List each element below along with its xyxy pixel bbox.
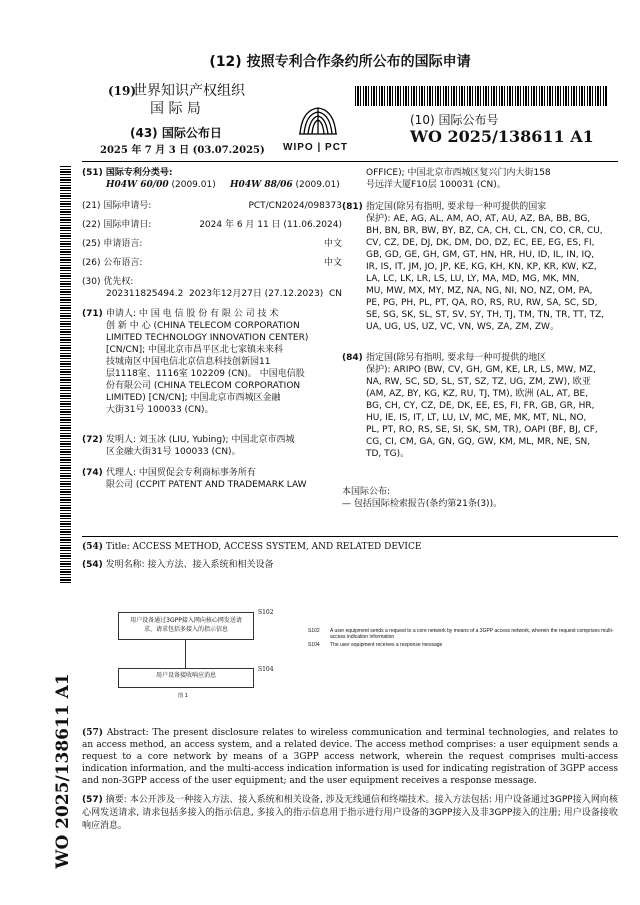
flow-step-box-1	[118, 612, 254, 640]
filing-date-label: (22) 国际申请日:	[82, 220, 152, 230]
application-number: PCT/CN2024/098373	[248, 201, 342, 211]
chinese-abstract-text: 摘要: 本公开涉及一种接入方法、接入系统和相关设备, 涉及无线通信和终端技术。接入方法包括: 用户设备通过3GPP接入网向核心网发送请求, 请求包括多接入的指示信息, 多接入的指示信息用于指示进行用户设备的3GPP接入及非3GPP接入的注册; 用户设备接收响应消息。	[82, 795, 618, 831]
publication-date-label: (43) 国际公布日	[130, 126, 222, 140]
side-publication-number: WO 2025/138611 A1	[53, 673, 73, 869]
side-barcode-icon	[60, 165, 71, 583]
designated-states-81	[342, 201, 618, 333]
biblio-divider	[82, 536, 618, 537]
applicant-number: (71)	[82, 309, 103, 319]
publication-number-label: (10) 国际公布号	[410, 113, 499, 127]
filing-language-row	[82, 238, 342, 250]
flow-step-2-text: 用户设备接收响应消息	[155, 672, 216, 679]
states-84-line: HU, IE, IS, IT, LT, LU, LV, MC, ME, MK, MT, NL, NO,	[366, 413, 587, 423]
priority-date: 2023年12月27日 (27.12.2023)	[189, 289, 324, 299]
inventor-line: 区金融大街31号 100033 (CN)。	[106, 447, 241, 457]
agent-number: (74)	[82, 468, 103, 478]
designated-states-84	[342, 352, 618, 460]
priority-number: 202311825494.2	[106, 289, 184, 299]
flow-connector	[185, 640, 186, 668]
states-81-line: 指定国(除另有指明, 要求每一种可提供的国家	[366, 202, 547, 212]
legend-code: S102	[308, 628, 320, 634]
applicant-line: 层1118室、1116室 102209 (CN)。 中国电信股	[106, 369, 305, 379]
priority-label: (30) 优先权:	[82, 277, 134, 287]
filing-language: 中文	[323, 239, 342, 249]
chinese-title-row	[82, 559, 618, 571]
legend-text: The user equipment receives a response message	[330, 642, 443, 648]
applicant-lines	[106, 308, 342, 416]
applicant-block	[82, 308, 342, 416]
wipo-pct-text: WIPO | PCT	[283, 142, 349, 153]
states-84-line: 保护): ARIPO (BW, CV, GH, GM, KE, LR, LS, MW, MZ,	[366, 365, 596, 375]
agent-continued-line: 号远洋大厦F10层 100031 (CN)。	[366, 180, 506, 190]
application-number-label: (21) 国际申请号:	[82, 201, 152, 211]
applicant-line: [CN/CN]; 中国北京市昌平区北七家镇未来科	[106, 345, 283, 355]
publication-language: 中文	[323, 258, 342, 268]
states-81-line: LA, LC, LK, LR, LS, LU, LY, MA, MD, MG, MK, MN,	[366, 274, 580, 284]
states-81-line: GB, GD, GE, GH, GM, GT, HN, HR, HU, ID, IL, IN, IQ,	[366, 250, 595, 260]
filing-language-label: (25) 申请语言:	[82, 239, 143, 249]
states-81-line: CV, CZ, DE, DJ, DK, DM, DO, DZ, EC, EE, EG, ES, FI,	[366, 238, 595, 248]
legend-code: S104	[308, 642, 320, 648]
legend-text: A user equipment sends a request to a core network by means of a 3GPP access network, wherein the request comprises multi-access indication information	[330, 628, 614, 640]
states-84-line: 指定国(除另有指明, 要求每一种可提供的地区	[366, 353, 547, 363]
chinese-abstract-number: (57)	[82, 795, 103, 805]
english-abstract-text: Abstract: The present disclosure relates to wireless communication and terminal technologies, and relates to an access method, an access system, and a related device. The access method comprises: a user equipment sends a request to a core network by means of a 3GPP access network, wherein the request comprises multi-access indication information, and the multi-access indication information is used for indicating registration of 3GPP access and non-3GPP access of the user equipment; and the user equipment receives a response message.	[82, 728, 618, 786]
inventor-line: 发明人: 刘玉冰 (LIU, Yubing); 中国北京市西城	[106, 435, 295, 445]
states-84-number: (84)	[342, 353, 363, 363]
states-84-line: TD, TG)。	[366, 449, 410, 459]
chinese-title: 发明名称: 接入方法、接入系统和相关设备	[105, 560, 274, 570]
applicant-line: LIMITED TECHNOLOGY INNOVATION CENTER)	[106, 333, 309, 343]
english-abstract-number: (57)	[82, 728, 104, 738]
org-subname: 国 际 局	[150, 101, 201, 117]
legend-row	[308, 628, 618, 640]
filing-date: 2024 年 6 月 11 日 (11.06.2024)	[199, 220, 342, 230]
agent-continued-block	[366, 167, 618, 191]
states-81-line: IR, IS, IT, JM, JO, JP, KE, KG, KH, KN, KP, KR, KW, KZ,	[366, 262, 597, 272]
inventor-block	[82, 434, 342, 458]
publication-language-row	[82, 257, 342, 269]
ipc-block	[82, 167, 342, 191]
flow-step-box-2	[118, 668, 254, 688]
applicant-line: 大街31号 100033 (CN)。	[106, 405, 214, 415]
applicant-line: 份有限公司 (CHINA TELECOM CORPORATION	[106, 381, 301, 391]
published-with-label: 本国际公布:	[342, 487, 391, 497]
legend-row	[308, 642, 618, 648]
figure-legend	[308, 628, 618, 648]
states-84-line: (AM, AZ, BY, KG, KZ, RU, TJ, TM), 欧洲 (AL, AT, BE,	[366, 389, 589, 399]
inventor-number: (72)	[82, 435, 103, 445]
ipc-date-2: (2009.01)	[295, 180, 340, 190]
states-81-line: MU, MW, MX, MY, MZ, NA, NG, NI, NO, NZ, OM, PA,	[366, 286, 593, 296]
org-name: 世界知识产权组织	[133, 83, 245, 99]
application-number-row	[82, 200, 342, 212]
header-divider	[82, 161, 618, 162]
ipc-label: (51) 国际专利分类号:	[82, 168, 173, 178]
states-81-line: 保护): AE, AG, AL, AM, AO, AT, AU, AZ, BA, BB, BG,	[366, 214, 591, 224]
flowchart-figure	[108, 602, 628, 708]
agent-line: 限公司 (CCPIT PATENT AND TRADEMARK LAW	[106, 480, 307, 490]
figure-caption: 图 1	[178, 693, 188, 699]
published-with-item: — 包括国际检索报告(条约第21条(3))。	[342, 499, 503, 509]
states-81-line: UA, UG, US, UZ, VC, VN, WS, ZA, ZM, ZW。	[366, 322, 559, 332]
states-81-number: (81)	[342, 202, 363, 212]
flow-step-1-text: 用户设备通过3GPP接入网向核心网发送请求，请求包括多接入的指示信息	[130, 617, 242, 633]
applicant-line: 创 新 中 心 (CHINA TELECOM CORPORATION	[106, 321, 300, 331]
agent-line: 代理人: 中国贸促会专利商标事务所有	[106, 468, 256, 478]
states-84-line: CG, CI, CM, GA, GN, GQ, GW, KM, ML, MR, NE, SN,	[366, 437, 591, 447]
ipc-code-1: H04W 60/00	[106, 180, 169, 190]
publication-number: WO 2025/138611 A1	[410, 127, 594, 146]
states-84-line: PL, PT, RO, RS, SE, SI, SK, SM, TR), OAPI (BF, BJ, CF,	[366, 425, 598, 435]
priority-block	[82, 276, 342, 300]
barcode-icon	[355, 86, 607, 106]
flow-step-1-label: S102	[258, 609, 274, 616]
states-81-line: SE, SG, SK, SL, ST, SV, SY, TH, TJ, TM, TN, TR, TT, TZ,	[366, 310, 605, 320]
agent-block	[82, 467, 342, 491]
publication-language-label: (26) 公布语言:	[82, 258, 143, 268]
states-84-line: BG, CH, CY, CZ, DE, DK, EE, ES, FI, FR, GB, GR, HR,	[366, 401, 595, 411]
applicant-line: 技城南区中国电信北京信息科技创新园11	[106, 357, 271, 367]
flow-step-2-label: S104	[258, 666, 274, 673]
english-title-number: (54)	[82, 542, 104, 552]
chinese-title-number: (54)	[82, 560, 103, 570]
applicant-line: LIMITED) [CN/CN]; 中国北京市西城区金融	[106, 393, 281, 403]
chinese-abstract	[82, 794, 618, 833]
english-abstract	[82, 727, 618, 787]
priority-country: CN	[328, 289, 342, 299]
publication-date: 2025 年 7 月 3 日 (03.07.2025)	[100, 145, 265, 156]
wipo-logo-icon	[296, 104, 340, 142]
states-81-line: BH, BN, BR, BW, BY, BZ, CA, CH, CL, CN, CO, CR, CU,	[366, 226, 603, 236]
states-84-line: NA, RW, SC, SD, SL, ST, SZ, TZ, UG, ZM, ZW), 欧亚	[366, 377, 591, 387]
published-with-block	[342, 486, 618, 510]
states-81-line: PE, PG, PH, PL, PT, QA, RO, RS, RU, RW, SA, SC, SD,	[366, 298, 598, 308]
agent-continued-line: OFFICE); 中国北京市西城区复兴门内大街158	[366, 168, 551, 178]
ipc-code-2: H04W 88/06	[230, 180, 293, 190]
org-number: (19)	[108, 84, 137, 98]
english-title: Title: ACCESS METHOD, ACCESS SYSTEM, AND RELATED DEVICE	[105, 542, 422, 552]
filing-date-row	[82, 219, 342, 231]
english-title-row	[82, 541, 618, 553]
applicant-line: 申请人: 中 国 电 信 股 份 有 限 公 司 技 术	[106, 309, 279, 319]
ipc-date-1: (2009.01)	[171, 180, 216, 190]
document-title: (12) 按照专利合作条约所公布的国际申请	[209, 54, 471, 70]
